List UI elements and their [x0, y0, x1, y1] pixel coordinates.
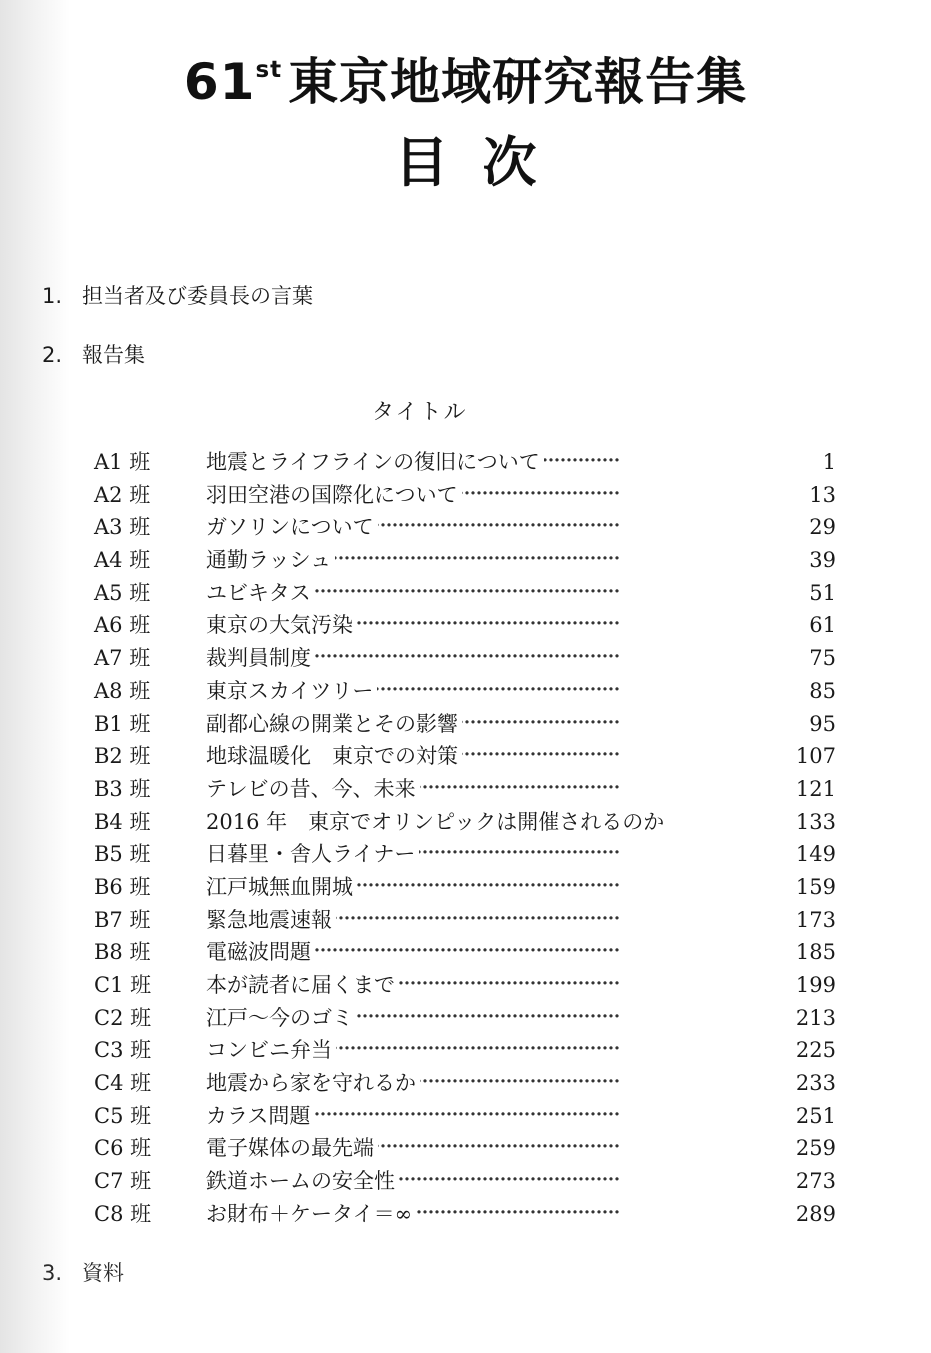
- report-title-cell: [206, 1132, 793, 1165]
- report-title-cell: [206, 609, 806, 642]
- section-number: 1.: [42, 284, 63, 308]
- group-label: C7 班: [94, 1169, 152, 1194]
- section-label: 担当者及び委員長の言葉: [82, 284, 313, 308]
- toc-entry: [94, 708, 836, 741]
- report-title-cell: [206, 511, 806, 544]
- toc-entry: [94, 577, 836, 610]
- page-number: 95: [806, 708, 836, 741]
- report-title: テレビの昔、今、未来: [206, 777, 420, 801]
- report-title-cell: [206, 1002, 793, 1035]
- group-label: C3 班: [94, 1038, 152, 1063]
- toc-entry: [94, 609, 836, 642]
- toc-entry: [94, 1165, 836, 1198]
- group-label: B3 班: [94, 776, 151, 801]
- report-title: 江戸～今のゴミ: [206, 1006, 357, 1030]
- report-title-cell: [206, 577, 806, 610]
- report-title: 緊急地震速報: [206, 908, 336, 932]
- report-title: 日暮里・舎人ライナー: [206, 842, 419, 866]
- report-title: コンビニ弁当: [206, 1038, 336, 1062]
- toc-entry: [94, 1132, 836, 1165]
- report-title: ユビキタス: [206, 581, 315, 605]
- page-number: 121: [793, 773, 836, 806]
- report-title-cell: [206, 1067, 793, 1100]
- report-title: カラス問題: [206, 1104, 314, 1128]
- toc-entry: [94, 479, 836, 512]
- group-label: C5 班: [94, 1103, 152, 1128]
- toc-entry: [94, 1100, 836, 1133]
- section-number: 3.: [42, 1261, 63, 1285]
- toc-entry: [94, 1067, 836, 1100]
- title-number: 61: [183, 53, 256, 111]
- report-title-cell: [206, 642, 806, 675]
- report-title-cell: [206, 1034, 793, 1067]
- group-label: A2 班: [94, 482, 151, 507]
- page-number: 273: [793, 1165, 836, 1198]
- page-number: 225: [793, 1034, 836, 1067]
- page-number: 61: [806, 609, 836, 642]
- group-label: A5 班: [94, 580, 151, 605]
- report-title: お財布＋ケータイ＝∞: [206, 1202, 416, 1226]
- section-label: 資料: [82, 1261, 124, 1285]
- page-number: 199: [793, 969, 836, 1002]
- toc-entry: [94, 838, 836, 871]
- report-title-cell: [206, 806, 793, 839]
- report-title: 本が読者に届くまで: [206, 973, 399, 997]
- report-list: [94, 446, 836, 1231]
- group-label: C4 班: [94, 1071, 152, 1096]
- toc-entry: [94, 1034, 836, 1067]
- report-title-cell: [206, 969, 793, 1002]
- report-title: 裁判員制度: [206, 646, 315, 670]
- page-number: 85: [806, 675, 836, 708]
- page-number: 51: [806, 577, 836, 610]
- toc-entry: [94, 544, 836, 577]
- report-title-cell: [206, 936, 793, 969]
- toc-entry: [94, 936, 836, 969]
- report-title-cell: [206, 708, 806, 741]
- report-title-cell: [206, 904, 793, 937]
- group-label: B8 班: [94, 940, 151, 965]
- toc-entry: [94, 904, 836, 937]
- section-number: 2.: [42, 343, 63, 367]
- report-title-cell: [206, 871, 793, 904]
- report-title: 羽田空港の国際化について: [206, 483, 462, 507]
- group-label: A6 班: [94, 613, 151, 638]
- report-title-cell: [206, 1165, 793, 1198]
- report-title-cell: [206, 544, 806, 577]
- group-label: A7 班: [94, 646, 151, 671]
- title-text: 東京地域研究報告集: [288, 53, 748, 111]
- title-column-header: タイトル: [372, 400, 468, 425]
- report-title-cell: [206, 1100, 793, 1133]
- toc-entry: [94, 740, 836, 773]
- report-title: 地震から家を守れるか: [206, 1071, 420, 1095]
- toc-entry: [94, 642, 836, 675]
- report-title: 電子媒体の最先端: [206, 1136, 378, 1160]
- group-label: C8 班: [94, 1201, 152, 1226]
- group-label: B6 班: [94, 874, 151, 899]
- group-label: C1 班: [94, 973, 152, 997]
- report-title: 鉄道ホームの安全性: [206, 1169, 399, 1193]
- toc-entry: [94, 871, 836, 904]
- report-title: ガソリンについて: [206, 515, 378, 539]
- report-title-cell: [206, 1198, 793, 1231]
- group-label: A8 班: [94, 678, 151, 703]
- page-edge-shadow: [0, 0, 70, 1353]
- page-number: 289: [793, 1198, 836, 1231]
- toc-entry: [94, 969, 836, 1002]
- report-title: 2016 年 東京でオリンピックは開催されるのか: [206, 810, 668, 834]
- page-number: 149: [793, 838, 836, 871]
- report-title: 東京の大気汚染: [206, 613, 357, 637]
- report-title: 地震とライフラインの復旧について: [206, 450, 544, 474]
- report-title-cell: [206, 675, 806, 708]
- report-title-cell: [206, 773, 793, 806]
- section-1: [42, 281, 313, 311]
- report-title: 地球温暖化 東京での対策: [206, 744, 462, 768]
- page-number: 259: [793, 1132, 836, 1165]
- report-title: 東京スカイツリー: [206, 679, 377, 703]
- toc-heading: 目次: [394, 131, 571, 194]
- report-title-cell: [206, 740, 793, 773]
- page-number: 251: [793, 1100, 836, 1133]
- report-title-cell: [206, 838, 793, 871]
- group-label: A1 班: [94, 450, 151, 474]
- toc-entry: [94, 511, 836, 544]
- page-number: 39: [806, 544, 836, 577]
- page-number: 185: [793, 936, 836, 969]
- report-title: 電磁波問題: [206, 940, 315, 964]
- report-title: 通勤ラッシュ: [206, 548, 335, 572]
- group-label: B7 班: [94, 907, 151, 932]
- report-title-cell: [206, 479, 806, 512]
- section-3: [42, 1258, 124, 1288]
- group-label: B4 班: [94, 809, 151, 834]
- group-label: B1 班: [94, 711, 151, 736]
- page-number: 75: [806, 642, 836, 675]
- page-number: 13: [806, 479, 836, 512]
- group-label: A4 班: [94, 548, 151, 573]
- page-number: 1: [813, 446, 836, 479]
- page-number: 159: [793, 871, 836, 904]
- group-label: C6 班: [94, 1136, 152, 1161]
- toc-entry: [94, 773, 836, 806]
- group-label: A3 班: [94, 515, 151, 540]
- group-label: B5 班: [94, 842, 151, 867]
- group-label: C2 班: [94, 1005, 152, 1030]
- page-number: 173: [793, 904, 836, 937]
- toc-entry: [94, 1198, 836, 1231]
- page-number: 213: [793, 1002, 836, 1035]
- page-number: 133: [793, 806, 836, 839]
- report-title-cell: [206, 446, 813, 479]
- section-label: 報告集: [82, 343, 145, 367]
- section-2: [42, 340, 145, 370]
- page-number: 29: [806, 511, 836, 544]
- toc-entry: [94, 1002, 836, 1035]
- title-ordinal-suffix: st: [255, 57, 283, 83]
- toc-entry: [94, 675, 836, 708]
- report-title: 副都心線の開業とその影響: [206, 712, 462, 736]
- toc-entry: [94, 806, 836, 839]
- report-title: 江戸城無血開城: [206, 875, 357, 899]
- toc-entry: [94, 446, 836, 479]
- page-number: 233: [793, 1067, 836, 1100]
- group-label: B2 班: [94, 744, 151, 769]
- page-number: 107: [793, 740, 836, 773]
- document-title: [0, 38, 931, 114]
